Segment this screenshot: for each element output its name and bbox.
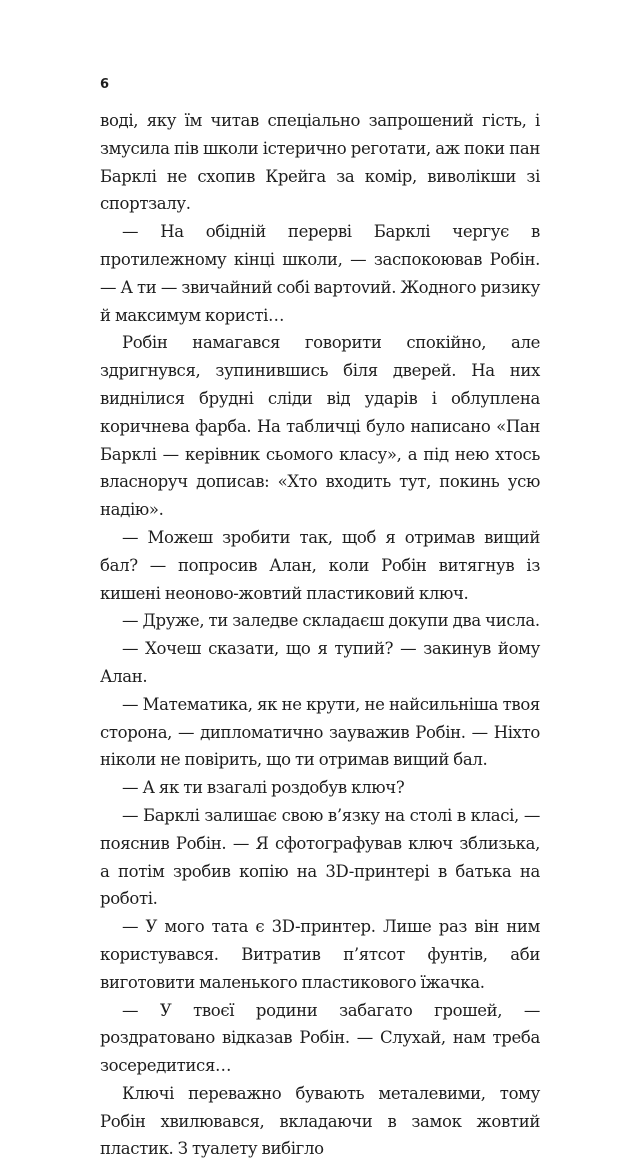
paragraph: Ключі переважно бувають металевими, тому Робін хвилювався, вкладаючи в замок жовтий пластик. З туалету вибігло (100, 1083, 540, 1159)
page-body-text (100, 107, 540, 1163)
paragraph: — А як ти взагалі роздобув ключ? (122, 778, 405, 798)
paragraph: — У мого тата є 3D-принтер. Лише раз він ним користувався. Витратив п’ятсот фунтів, аби виготовити маленького пластикового їжачка. (100, 917, 540, 992)
paragraph: — Друже, ти заледве складаєш докупи два числа. (122, 611, 540, 631)
paragraph: — Можеш зробити так, щоб я отримав вищий бал? — попросив Алан, коли Робін витягнув із кишені неоново-жовтий пластиковий ключ. (100, 527, 540, 603)
paragraph: — Математика, як не крути, не найсильніша твоя сторона, — дипломатично зауважив Робін. — Ніхто ніколи не повірить, що ти отримав вищий бал. (100, 694, 540, 770)
paragraph: воді, яку їм читав спеціально запрошений гість, і змусила пів школи істерично реготати, аж поки пан Барклі не схопив Крейга за комір, виволікши зі спортзалу. (100, 111, 540, 214)
paragraph: — У твоєї родини забагато грошей, — роздратовано відказав Робін. — Слухай, нам треба зосередитися… (100, 1000, 540, 1076)
paragraph: — Барклі залишає свою в’язку на столі в класі, — пояснив Робін. — Я сфотографував ключ зблизька, а потім зробив копію на 3D-принтері в батька на роботі. (100, 805, 540, 909)
paragraph: — Хочеш сказати, що я тупий? — закинув йому Алан. (100, 639, 540, 686)
page-number: 6 (100, 77, 110, 92)
paragraph: Робін намагався говорити спокійно, але здригнувся, зупинившись біля дверей. На них виднілися брудні сліди від ударів і облуплена коричнева фарба. На табличці було написано «Пан Барклі — керівник сьомого класу», а під нею хтось власноруч дописав: «Хто входить тут, покинь усю надію». (100, 333, 540, 520)
paragraph: — На обідній перерві Барклі чергує в протилежному кінці школи, — заспокоював Робін. — А ти — звичайний собі вартоvий. Жодного ризику й максимум користі… (100, 222, 540, 325)
